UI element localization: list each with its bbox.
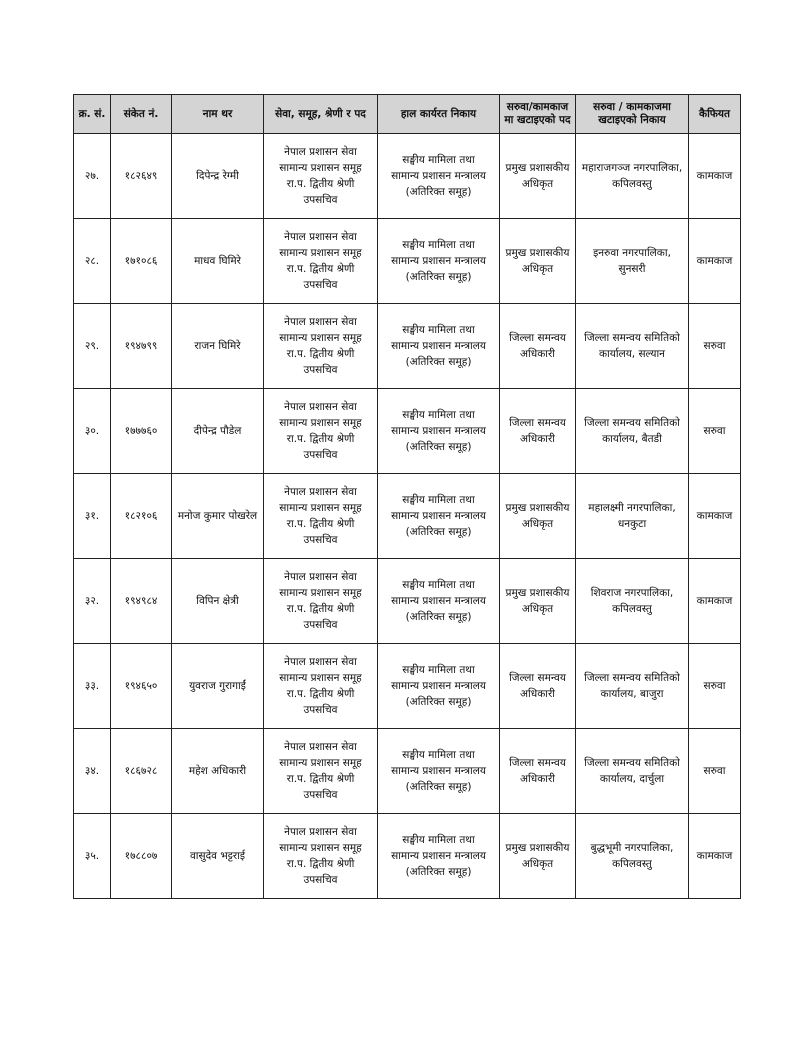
current-office-cell-line: (अतिरिक्त समूह) (405, 441, 472, 453)
assigned-post-cell-line: प्रमुख प्रशासकीय (505, 502, 570, 514)
service-cell-line: उपसचिव (303, 619, 338, 631)
code-number-cell: १९४९८४ (111, 559, 172, 644)
assigned-office-cell (576, 389, 689, 474)
table-row (74, 474, 741, 559)
assigned-post-cell-line: जिल्ला समन्वय (509, 417, 566, 429)
current-office-cell-line: (अतिरिक्त समूह) (405, 186, 472, 198)
assigned-post-cell-line: जिल्ला समन्वय (509, 672, 566, 684)
current-office-cell-line: सङ्घीय मामिला तथा (402, 749, 475, 761)
code-number-cell: १८२१०६ (111, 474, 172, 559)
assigned-office-cell-line: शिवराज नगरपालिका, (590, 587, 674, 599)
current-office-cell (378, 559, 500, 644)
assigned-post-cell (500, 304, 576, 389)
assigned-post-cell (500, 134, 576, 219)
current-office-cell-line: सङ्घीय मामिला तथा (402, 239, 475, 251)
service-cell-line: उपसचिव (303, 534, 338, 546)
assigned-post-cell (500, 389, 576, 474)
current-office-cell (378, 644, 500, 729)
current-office-cell-line: सामान्य प्रशासन मन्त्रालय (391, 255, 486, 267)
service-cell-line: सामान्य प्रशासन समूह (279, 332, 362, 344)
code-number-cell: १७१०८६ (111, 219, 172, 304)
header-service: सेवा, समूह, श्रेणी र पद (264, 95, 378, 134)
assigned-post-cell-line: प्रमुख प्रशासकीय (505, 842, 570, 854)
header-code: संकेत नं. (111, 95, 172, 134)
service-cell-line: रा.प. द्वितीय श्रेणी (286, 433, 355, 445)
assigned-post-cell-line: अधिकृत (521, 178, 554, 190)
current-office-cell-line: सङ्घीय मामिला तथा (402, 154, 475, 166)
header-remarks: कैफियत (689, 95, 741, 134)
current-office-cell (378, 134, 500, 219)
assigned-post-cell-line: अधिकारी (520, 433, 555, 445)
code-number-cell: १९४७९९ (111, 304, 172, 389)
current-office-cell-line: सङ्घीय मामिला तथा (402, 664, 475, 676)
current-office-cell (378, 304, 500, 389)
serial-number-cell: ३५. (74, 814, 111, 899)
assigned-office-cell-line: धनकुटा (617, 518, 647, 530)
assigned-office-cell-line: जिल्ला समन्वय समितिको (584, 757, 680, 769)
service-cell-line: उपसचिव (303, 279, 338, 291)
service-cell-line: सामान्य प्रशासन समूह (279, 842, 362, 854)
employee-name-cell: वासुदेव भट्टराई (172, 814, 264, 899)
service-cell (264, 644, 378, 729)
service-cell (264, 134, 378, 219)
code-number-cell: १८२६४९ (111, 134, 172, 219)
serial-number-cell: ३२. (74, 559, 111, 644)
serial-number-cell: २९. (74, 304, 111, 389)
service-cell-line: रा.प. द्वितीय श्रेणी (286, 178, 355, 190)
code-number-cell: १९४६५० (111, 644, 172, 729)
table-row (74, 134, 741, 219)
employee-name-cell: राजन घिमिरे (172, 304, 264, 389)
current-office-cell-line: सामान्य प्रशासन मन्त्रालय (391, 340, 486, 352)
assigned-office-cell (576, 474, 689, 559)
service-cell-line: सामान्य प्रशासन समूह (279, 162, 362, 174)
current-office-cell-line: (अतिरिक्त समूह) (405, 526, 472, 538)
service-cell-line: नेपाल प्रशासन सेवा (284, 146, 357, 158)
current-office-cell-line: सामान्य प्रशासन मन्त्रालय (391, 765, 486, 777)
employee-name-cell: माधव घिमिरे (172, 219, 264, 304)
service-cell-line: रा.प. द्वितीय श्रेणी (286, 603, 355, 615)
table-header-row (74, 95, 741, 134)
assigned-office-cell-line: कपिलवस्तु (612, 178, 652, 190)
service-cell-line: रा.प. द्वितीय श्रेणी (286, 263, 355, 275)
service-cell (264, 219, 378, 304)
current-office-cell (378, 729, 500, 814)
assigned-post-cell (500, 814, 576, 899)
assigned-post-cell (500, 559, 576, 644)
header-current-office: हाल कार्यरत निकाय (378, 95, 500, 134)
serial-number-cell: २८. (74, 219, 111, 304)
header-assigned-office: सरुवा / कामकाजमा खटाइएको निकाय (576, 95, 689, 134)
service-cell-line: उपसचिव (303, 364, 338, 376)
assigned-office-cell-line: कार्यालय, बैतडी (602, 433, 662, 445)
assigned-office-cell (576, 729, 689, 814)
assigned-office-cell-line: सुनसरी (618, 263, 646, 275)
service-cell (264, 474, 378, 559)
serial-number-cell: ३१. (74, 474, 111, 559)
employee-name-cell: महेश अधिकारी (172, 729, 264, 814)
current-office-cell-line: सङ्घीय मामिला तथा (402, 579, 475, 591)
current-office-cell (378, 474, 500, 559)
assigned-post-cell-line: अधिकृत (521, 518, 554, 530)
service-cell-line: नेपाल प्रशासन सेवा (284, 401, 357, 413)
remarks-cell: कामकाज (689, 474, 741, 559)
service-cell-line: सामान्य प्रशासन समूह (279, 587, 362, 599)
assigned-post-cell-line: प्रमुख प्रशासकीय (505, 162, 570, 174)
assigned-post-cell-line: अधिकृत (521, 603, 554, 615)
assigned-office-cell-line: जिल्ला समन्वय समितिको (584, 417, 680, 429)
assigned-post-cell-line: अधिकारी (520, 773, 555, 785)
service-cell-line: नेपाल प्रशासन सेवा (284, 316, 357, 328)
code-number-cell: १७८८०७ (111, 814, 172, 899)
serial-number-cell: ३४. (74, 729, 111, 814)
assigned-office-cell (576, 219, 689, 304)
table-row (74, 304, 741, 389)
table-row (74, 389, 741, 474)
service-cell-line: सामान्य प्रशासन समूह (279, 672, 362, 684)
table-body (74, 134, 741, 899)
service-cell-line: उपसचिव (303, 449, 338, 461)
current-office-cell-line: सामान्य प्रशासन मन्त्रालय (391, 595, 486, 607)
employee-name-cell: विपिन क्षेत्री (172, 559, 264, 644)
assigned-office-cell-line: कार्यालय, सल्यान (598, 348, 665, 360)
current-office-cell (378, 389, 500, 474)
service-cell-line: नेपाल प्रशासन सेवा (284, 826, 357, 838)
code-number-cell: १८६७२८ (111, 729, 172, 814)
assigned-office-cell-line: कपिलवस्तु (612, 858, 652, 870)
assigned-office-cell-line: महाराजगञ्ज नगरपालिका, (581, 162, 683, 174)
current-office-cell-line: (अतिरिक्त समूह) (405, 356, 472, 368)
remarks-cell: सरुवा (689, 644, 741, 729)
employee-name-cell: दीपेन्द्र पौडेल (172, 389, 264, 474)
service-cell (264, 729, 378, 814)
service-cell-line: उपसचिव (303, 194, 338, 206)
service-cell-line: नेपाल प्रशासन सेवा (284, 231, 357, 243)
current-office-cell-line: सामान्य प्रशासन मन्त्रालय (391, 680, 486, 692)
assigned-office-cell (576, 304, 689, 389)
assigned-office-cell-line: कार्यालय, बाजुरा (600, 688, 664, 700)
service-cell-line: सामान्य प्रशासन समूह (279, 757, 362, 769)
service-cell-line: उपसचिव (303, 789, 338, 801)
current-office-cell-line: सामान्य प्रशासन मन्त्रालय (391, 170, 486, 182)
assigned-office-cell-line: इनरुवा नगरपालिका, (593, 247, 671, 259)
current-office-cell-line: (अतिरिक्त समूह) (405, 781, 472, 793)
remarks-cell: सरुवा (689, 729, 741, 814)
assigned-office-cell (576, 644, 689, 729)
current-office-cell (378, 219, 500, 304)
assigned-post-cell (500, 729, 576, 814)
table-row (74, 814, 741, 899)
service-cell-line: रा.प. द्वितीय श्रेणी (286, 688, 355, 700)
current-office-cell-line: (अतिरिक्त समूह) (405, 696, 472, 708)
remarks-cell: कामकाज (689, 219, 741, 304)
header-serial: क्र. सं. (74, 95, 111, 134)
current-office-cell-line: सङ्घीय मामिला तथा (402, 324, 475, 336)
header-assigned-post: सरुवा/कामकाज मा खटाइएको पद (500, 95, 576, 134)
service-cell (264, 559, 378, 644)
assigned-post-cell-line: प्रमुख प्रशासकीय (505, 587, 570, 599)
remarks-cell: सरुवा (689, 304, 741, 389)
current-office-cell-line: (अतिरिक्त समूह) (405, 611, 472, 623)
assigned-office-cell-line: बुद्धभूमी नगरपालिका, (590, 842, 674, 854)
service-cell (264, 304, 378, 389)
employee-name-cell: मनोज कुमार पोखरेल (172, 474, 264, 559)
service-cell-line: सामान्य प्रशासन समूह (279, 247, 362, 259)
table-row (74, 644, 741, 729)
assigned-office-cell (576, 814, 689, 899)
service-cell-line: उपसचिव (303, 704, 338, 716)
serial-number-cell: ३०. (74, 389, 111, 474)
assigned-post-cell-line: अधिकारी (520, 348, 555, 360)
table-row (74, 729, 741, 814)
current-office-cell-line: सङ्घीय मामिला तथा (402, 834, 475, 846)
current-office-cell-line: सङ्घीय मामिला तथा (402, 409, 475, 421)
service-cell-line: नेपाल प्रशासन सेवा (284, 741, 357, 753)
service-cell-line: नेपाल प्रशासन सेवा (284, 571, 357, 583)
service-cell-line: उपसचिव (303, 874, 338, 886)
service-cell-line: सामान्य प्रशासन समूह (279, 417, 362, 429)
service-cell-line: रा.प. द्वितीय श्रेणी (286, 773, 355, 785)
current-office-cell-line: (अतिरिक्त समूह) (405, 271, 472, 283)
assigned-office-cell-line: जिल्ला समन्वय समितिको (584, 672, 680, 684)
service-cell-line: नेपाल प्रशासन सेवा (284, 486, 357, 498)
serial-number-cell: ३३. (74, 644, 111, 729)
service-cell-line: रा.प. द्वितीय श्रेणी (286, 518, 355, 530)
current-office-cell-line: सङ्घीय मामिला तथा (402, 494, 475, 506)
assigned-office-cell (576, 559, 689, 644)
assigned-office-cell-line: कार्यालय, दार्चुला (599, 773, 665, 785)
assigned-post-cell-line: जिल्ला समन्वय (509, 332, 566, 344)
code-number-cell: १७७७६० (111, 389, 172, 474)
current-office-cell-line: सामान्य प्रशासन मन्त्रालय (391, 425, 486, 437)
assigned-post-cell (500, 219, 576, 304)
assigned-office-cell-line: महालक्ष्मी नगरपालिका, (588, 502, 676, 514)
header-name: नाम थर (172, 95, 264, 134)
assigned-post-cell-line: अधिकृत (521, 858, 554, 870)
service-cell-line: नेपाल प्रशासन सेवा (284, 656, 357, 668)
assigned-post-cell-line: अधिकृत (521, 263, 554, 275)
service-cell-line: सामान्य प्रशासन समूह (279, 502, 362, 514)
remarks-cell: कामकाज (689, 559, 741, 644)
serial-number-cell: २७. (74, 134, 111, 219)
transfer-table (73, 94, 741, 899)
current-office-cell-line: सामान्य प्रशासन मन्त्रालय (391, 510, 486, 522)
service-cell (264, 814, 378, 899)
current-office-cell (378, 814, 500, 899)
service-cell-line: रा.प. द्वितीय श्रेणी (286, 858, 355, 870)
current-office-cell-line: (अतिरिक्त समूह) (405, 866, 472, 878)
current-office-cell-line: सामान्य प्रशासन मन्त्रालय (391, 850, 486, 862)
service-cell-line: रा.प. द्वितीय श्रेणी (286, 348, 355, 360)
table-row (74, 559, 741, 644)
assigned-office-cell-line: जिल्ला समन्वय समितिको (584, 332, 680, 344)
employee-name-cell: दिपेन्द्र रेग्मी (172, 134, 264, 219)
employee-name-cell: युवराज गुरागाईं (172, 644, 264, 729)
assigned-post-cell (500, 474, 576, 559)
table-row (74, 219, 741, 304)
remarks-cell: सरुवा (689, 389, 741, 474)
service-cell (264, 389, 378, 474)
assigned-office-cell (576, 134, 689, 219)
assigned-post-cell-line: जिल्ला समन्वय (509, 757, 566, 769)
assigned-post-cell (500, 644, 576, 729)
assigned-office-cell-line: कपिलवस्तु (612, 603, 652, 615)
remarks-cell: कामकाज (689, 814, 741, 899)
assigned-post-cell-line: प्रमुख प्रशासकीय (505, 247, 570, 259)
remarks-cell: कामकाज (689, 134, 741, 219)
assigned-post-cell-line: अधिकारी (520, 688, 555, 700)
